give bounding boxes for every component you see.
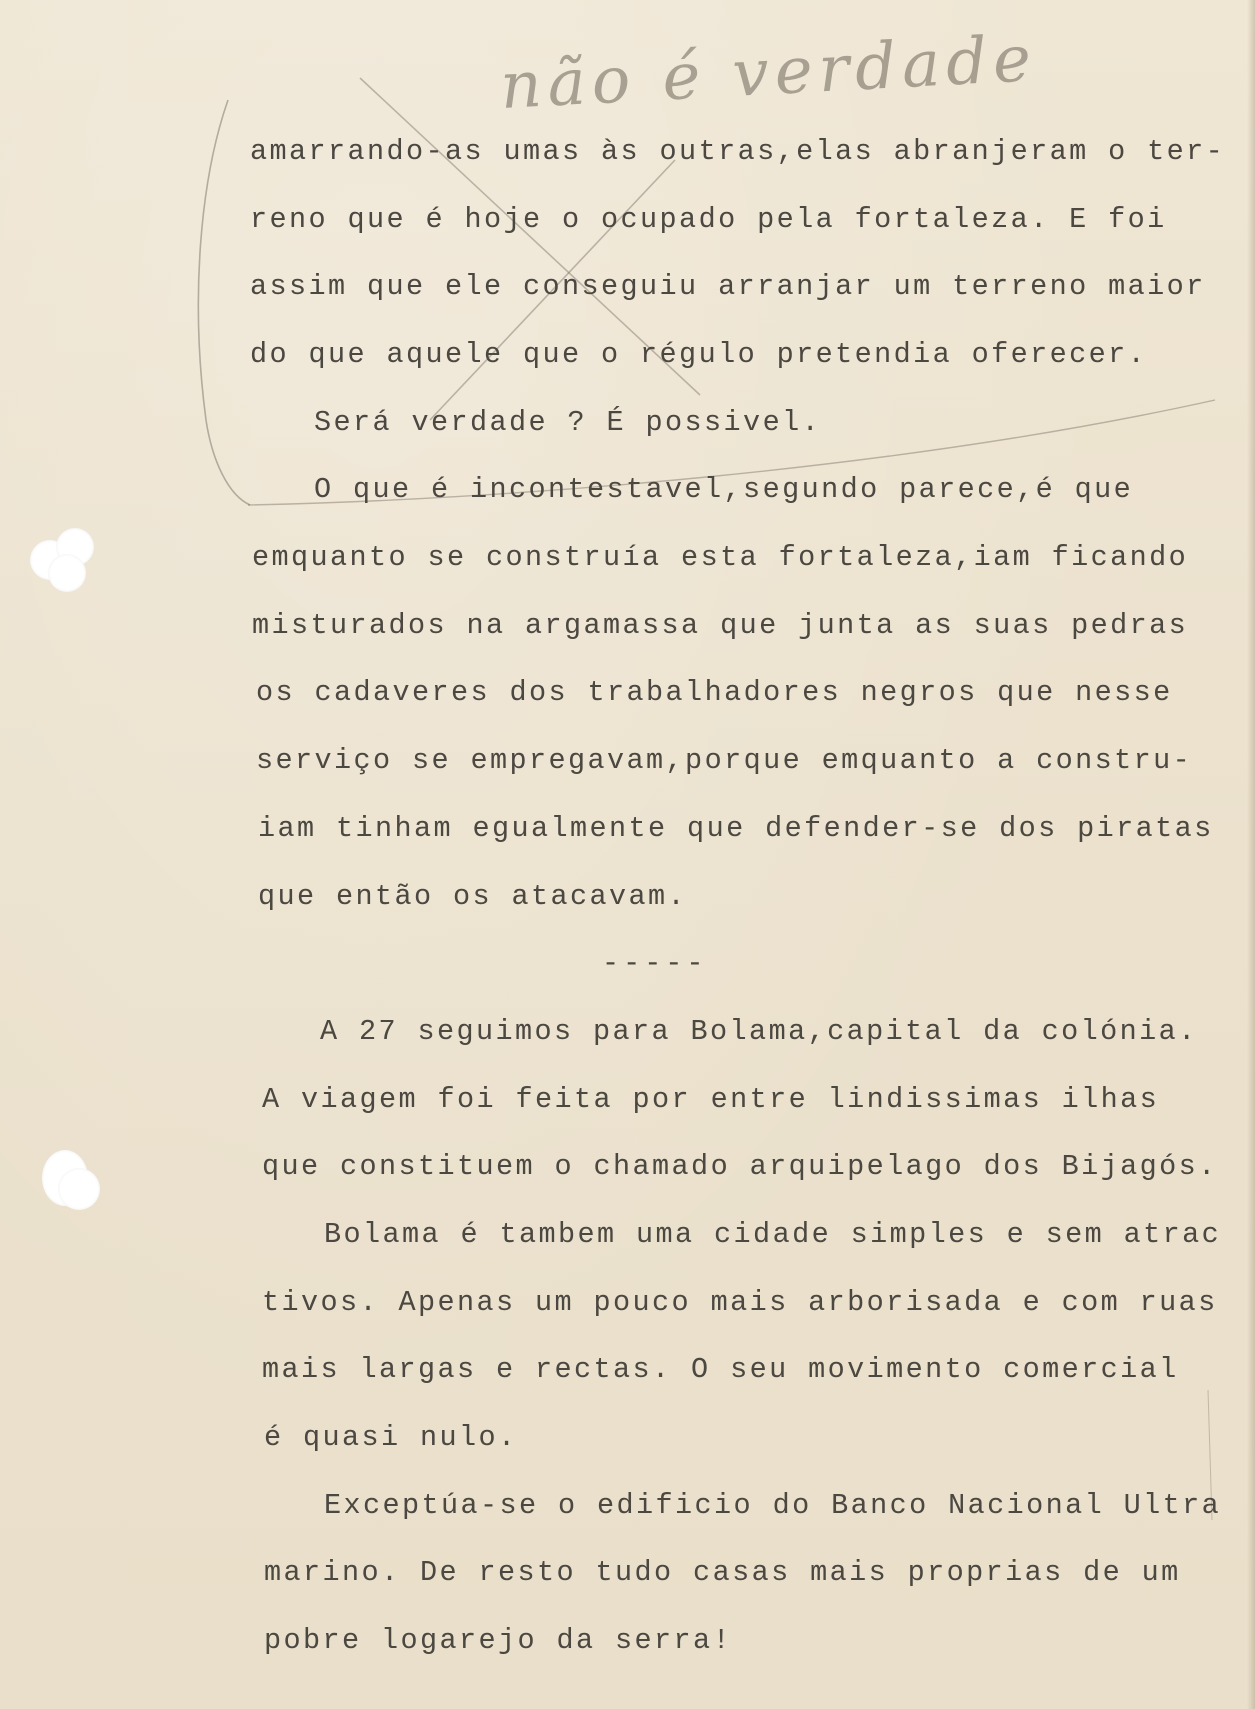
text-line: do que aquele que o régulo pretendia oferecer. — [250, 338, 1148, 371]
text-line: Exceptúa-se o edificio do Banco Nacional Ultra — [324, 1489, 1222, 1522]
text-line: Será verdade ? É possivel. — [314, 406, 822, 439]
handwritten-annotation: não é verdade — [498, 21, 1039, 125]
punch-hole-upper-3 — [48, 554, 86, 592]
text-line: tivos. Apenas um pouco mais arborisada e com ruas — [262, 1286, 1218, 1319]
text-line: pobre logarejo da serra! — [264, 1624, 733, 1657]
text-line: é quasi nulo. — [264, 1421, 518, 1454]
text-line: emquanto se construía esta fortaleza,iam ficando — [252, 541, 1189, 574]
section-separator: ----- — [602, 947, 708, 980]
text-line: A viagem foi feita por entre lindissimas ilhas — [262, 1083, 1160, 1116]
text-line: mais largas e rectas. O seu movimento comercial — [262, 1353, 1179, 1386]
text-line: assim que ele conseguiu arranjar um terreno maior — [250, 270, 1206, 303]
text-line: que então os atacavam. — [258, 880, 688, 913]
text-line: A 27 seguimos para Bolama,capital da colónia. — [320, 1015, 1198, 1048]
text-line: iam tinham egualmente que defender-se dos piratas — [258, 812, 1214, 845]
punch-hole-lower-2 — [58, 1168, 100, 1210]
text-line: misturados na argamassa que junta as suas pedras — [252, 609, 1189, 642]
text-line: reno que é hoje o ocupado pela fortaleza. E foi — [250, 203, 1167, 236]
page-edge-shadow — [1247, 0, 1255, 1709]
text-line: que constituem o chamado arquipelago dos Bijagós. — [262, 1150, 1218, 1183]
text-line: marino. De resto tudo casas mais proprias de um — [264, 1556, 1181, 1589]
text-line: serviço se empregavam,porque emquanto a constru- — [256, 744, 1193, 777]
text-line: amarrando-as umas às outras,elas abranjeram o ter- — [250, 135, 1226, 168]
text-line: Bolama é tambem uma cidade simples e sem atrac — [324, 1218, 1222, 1251]
text-line: O que é incontestavel,segundo parece,é que — [314, 473, 1134, 506]
text-line: os cadaveres dos trabalhadores negros que nesse — [256, 676, 1173, 709]
